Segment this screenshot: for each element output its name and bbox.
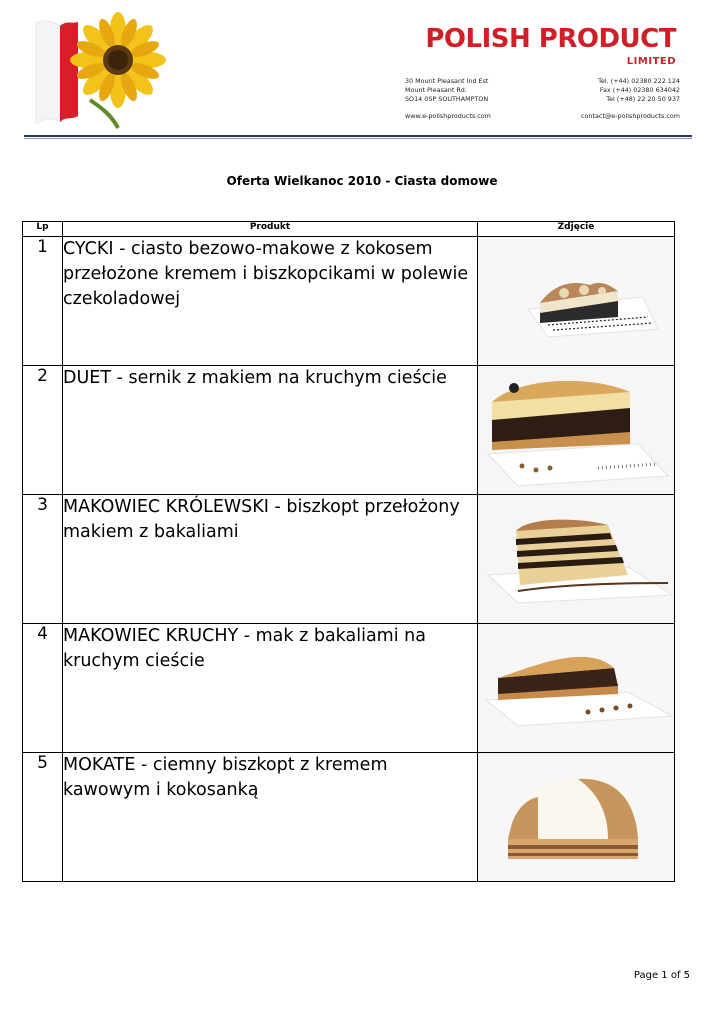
product-photo-cell xyxy=(478,237,675,366)
table-row xyxy=(23,495,675,624)
product-description: MOKATE - ciemny biszkopt z kremem kawowym i kokosanką xyxy=(63,753,478,882)
phone-line: Fax (+44) 02380 634042 xyxy=(599,86,680,94)
table-row xyxy=(23,237,675,366)
company-address xyxy=(405,77,488,104)
product-description: MAKOWIEC KRUCHY - mak z bakaliami na kruchym cieście xyxy=(63,624,478,753)
address-line: Mount Pleasant Rd. xyxy=(405,86,467,94)
header-product: Produkt xyxy=(63,222,478,237)
table-row xyxy=(23,624,675,753)
address-line: 30 Mount Pleasant Ind Est xyxy=(405,77,489,85)
table-header-row xyxy=(23,222,675,237)
company-website: www.e-polishproducts.com xyxy=(405,112,491,120)
phone-line: Tel (+48) 22 20 50 937 xyxy=(606,95,680,103)
table-row xyxy=(23,366,675,495)
row-number: 2 xyxy=(23,366,63,495)
company-email: contact@e-polishproducts.com xyxy=(580,112,680,120)
company-phones xyxy=(540,77,680,104)
offer-table xyxy=(22,221,675,882)
product-description: MAKOWIEC KRÓLEWSKI - biszkopt przełożony makiem z bakaliami xyxy=(63,495,478,624)
row-number: 5 xyxy=(23,753,63,882)
row-number: 1 xyxy=(23,237,63,366)
table-row xyxy=(23,753,675,882)
header-lp: Lp xyxy=(23,222,63,237)
product-description: DUET - sernik z makiem na kruchym cieście xyxy=(63,366,478,495)
cake-photo-makowiec-kruchy xyxy=(478,624,674,752)
document-title: Oferta Wielkanoc 2010 - Ciasta domowe xyxy=(226,174,498,188)
product-description: CYCKI - ciasto bezowo-makowe z kokosem przełożone kremem i biszkopcikami w polewie czekoladowej xyxy=(63,237,478,366)
company-subtitle: LIMITED xyxy=(626,56,676,67)
company-name: POLISH PRODUCT xyxy=(425,24,676,54)
header-divider-thin xyxy=(24,138,692,139)
cake-photo-mokate xyxy=(478,753,674,881)
header-divider xyxy=(24,135,692,137)
cake-photo-makowiec-krolewski xyxy=(478,495,674,623)
header-photo: Zdjęcie xyxy=(478,222,675,237)
product-photo-cell xyxy=(478,366,675,495)
product-photo-cell xyxy=(478,495,675,624)
row-number: 3 xyxy=(23,495,63,624)
product-photo-cell xyxy=(478,624,675,753)
cake-photo-duet xyxy=(478,366,674,494)
cake-photo-cycki xyxy=(478,237,674,365)
row-number: 4 xyxy=(23,624,63,753)
address-line: SO14 0SP SOUTHAMPTON xyxy=(405,95,489,103)
product-photo-cell xyxy=(478,753,675,882)
phone-line: Tel. (+44) 02380 222 124 xyxy=(598,77,680,85)
page-number: Page 1 of 5 xyxy=(633,970,690,981)
sunflower-flag-logo xyxy=(32,12,172,130)
